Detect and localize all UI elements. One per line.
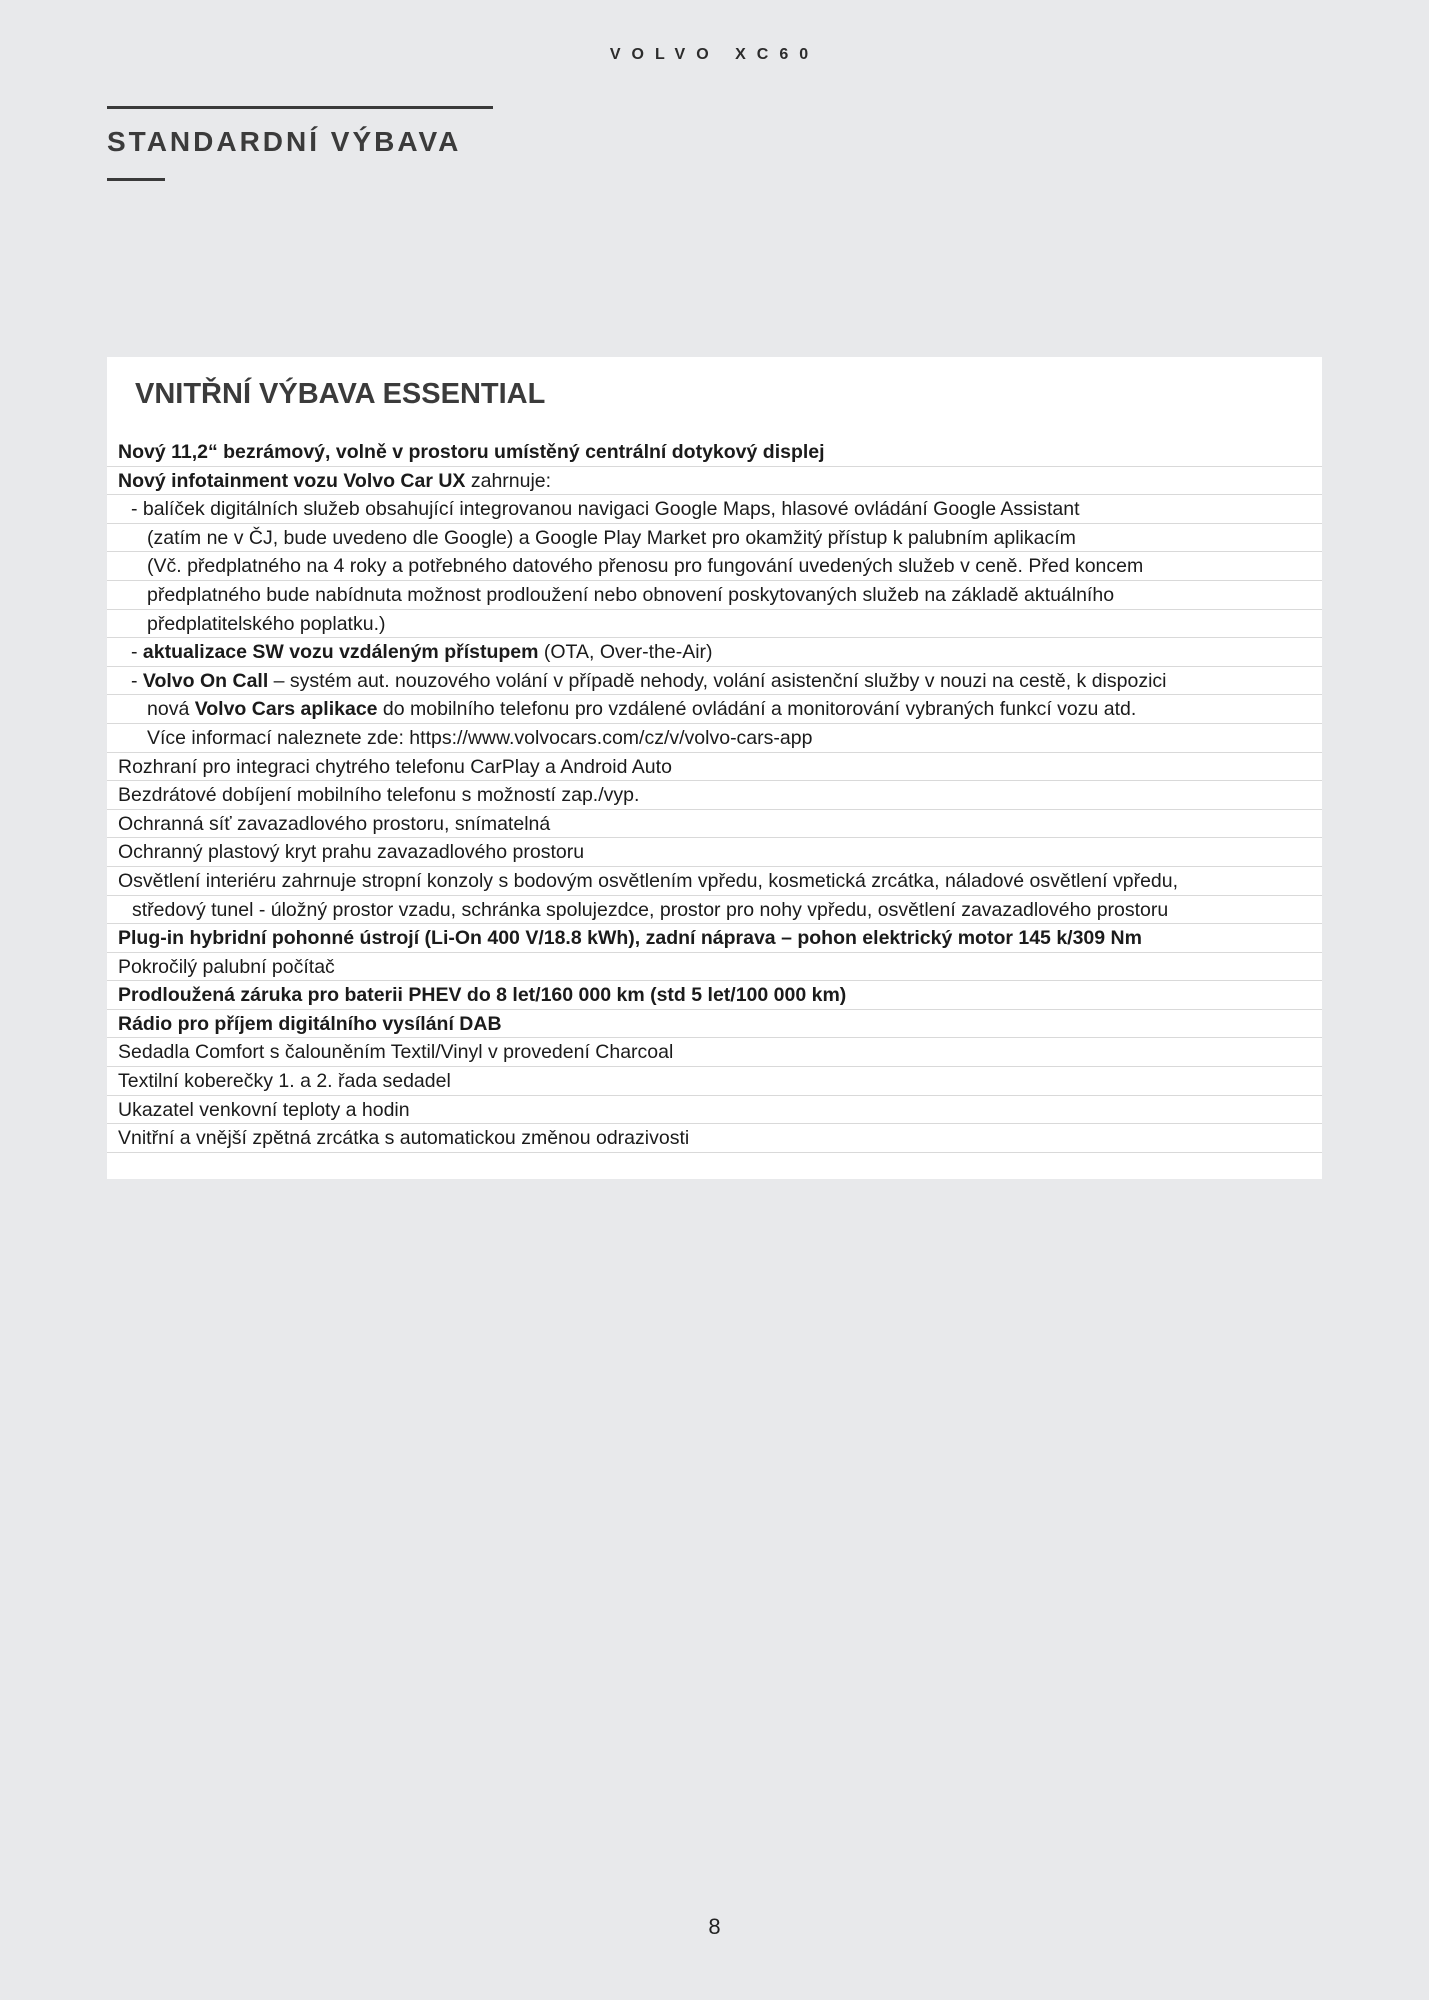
empty-row xyxy=(107,1153,1322,1182)
list-item xyxy=(107,695,1322,724)
list-item: Pokročilý palubní počítač xyxy=(107,953,1322,982)
equipment-panel xyxy=(107,357,1322,1179)
list-item: (Vč. předplatného na 4 roky a potřebného datového přenosu pro fungování uvedených služeb v ceně. Před koncem xyxy=(107,552,1322,581)
list-item-text: – systém aut. nouzového volání v případě nehody, volání asistenční služby v nouzi na cestě, k dispozici xyxy=(268,669,1167,692)
list-item: Prodloužená záruka pro baterii PHEV do 8 let/160 000 km (std 5 let/100 000 km) xyxy=(107,981,1322,1010)
title-underline xyxy=(107,178,165,181)
list-item-strong: Nový infotainment vozu Volvo Car UX xyxy=(118,469,466,492)
list-item-strong: Volvo Cars aplikace xyxy=(194,698,378,721)
list-item: Vnitřní a vnější zpětná zrcátka s automatickou změnou odrazivosti xyxy=(107,1124,1322,1153)
list-item: Více informací naleznete zde: https://www.volvocars.com/cz/v/volvo-cars-app xyxy=(107,724,1322,753)
list-item-text: (OTA, Over-the-Air) xyxy=(538,641,713,664)
list-item-text: zahrnuje: xyxy=(465,469,552,492)
list-item: Sedadla Comfort s čalouněním Textil/Vinyl v provedení Charcoal xyxy=(107,1038,1322,1067)
list-item xyxy=(107,667,1322,696)
top-divider xyxy=(107,106,493,109)
list-item: Rozhraní pro integraci chytrého telefonu CarPlay a Android Auto xyxy=(107,753,1322,782)
list-item: Nový 11,2“ bezrámový, volně v prostoru umístěný centrální dotykový displej xyxy=(107,438,1322,467)
list-item-prefix: nová xyxy=(147,698,195,721)
section-title: STANDARDNÍ VÝBAVA xyxy=(107,126,462,157)
page-number: 8 xyxy=(708,1914,721,1939)
list-item-text: do mobilního telefonu pro vzdálené ovládání a monitorování vybraných funkcí vozu atd. xyxy=(377,698,1137,721)
list-item: Textilní koberečky 1. a 2. řada sedadel xyxy=(107,1067,1322,1096)
list-item: Rádio pro příjem digitálního vysílání DAB xyxy=(107,1010,1322,1039)
list-item-prefix: - xyxy=(131,641,143,664)
list-item: - balíček digitálních služeb obsahující integrovanou navigaci Google Maps, hlasové ovládání Google Assistant xyxy=(107,495,1322,524)
list-item: středový tunel - úložný prostor vzadu, schránka spolujezdce, prostor pro nohy vpředu, osvětlení zavazadlového prostoru xyxy=(107,896,1322,925)
list-item: předplatitelského poplatku.) xyxy=(107,610,1322,639)
list-item-strong: aktualizace SW vozu vzdáleným přístupem xyxy=(142,641,539,664)
list-item: Ukazatel venkovní teploty a hodin xyxy=(107,1096,1322,1125)
list-item: Osvětlení interiéru zahrnuje stropní konzoly s bodovým osvětlením vpředu, kosmetická zrcátka, náladové osvětlení vpředu, xyxy=(107,867,1322,896)
list-item: Plug-in hybridní pohonné ústrojí (Li-On 400 V/18.8 kWh), zadní náprava – pohon elektrický motor 145 k/309 Nm xyxy=(107,924,1322,953)
list-item xyxy=(107,467,1322,496)
list-item: Ochranná síť zavazadlového prostoru, snímatelná xyxy=(107,810,1322,839)
list-item: předplatného bude nabídnuta možnost prodloužení nebo obnovení poskytovaných služeb na základě aktuálního xyxy=(107,581,1322,610)
list-item: (zatím ne v ČJ, bude uvedeno dle Google) a Google Play Market pro okamžitý přístup k palubním aplikacím xyxy=(107,524,1322,553)
equipment-list xyxy=(107,438,1322,1181)
list-item: Bezdrátové dobíjení mobilního telefonu s možností zap./vyp. xyxy=(107,781,1322,810)
list-item-strong: Volvo On Call xyxy=(142,669,269,692)
list-item: Ochranný plastový kryt prahu zavazadlového prostoru xyxy=(107,838,1322,867)
list-item-prefix: - xyxy=(131,669,143,692)
list-item xyxy=(107,638,1322,667)
panel-title: VNITŘNÍ VÝBAVA ESSENTIAL xyxy=(135,378,546,410)
brand-header: VOLVO XC60 xyxy=(609,46,820,63)
